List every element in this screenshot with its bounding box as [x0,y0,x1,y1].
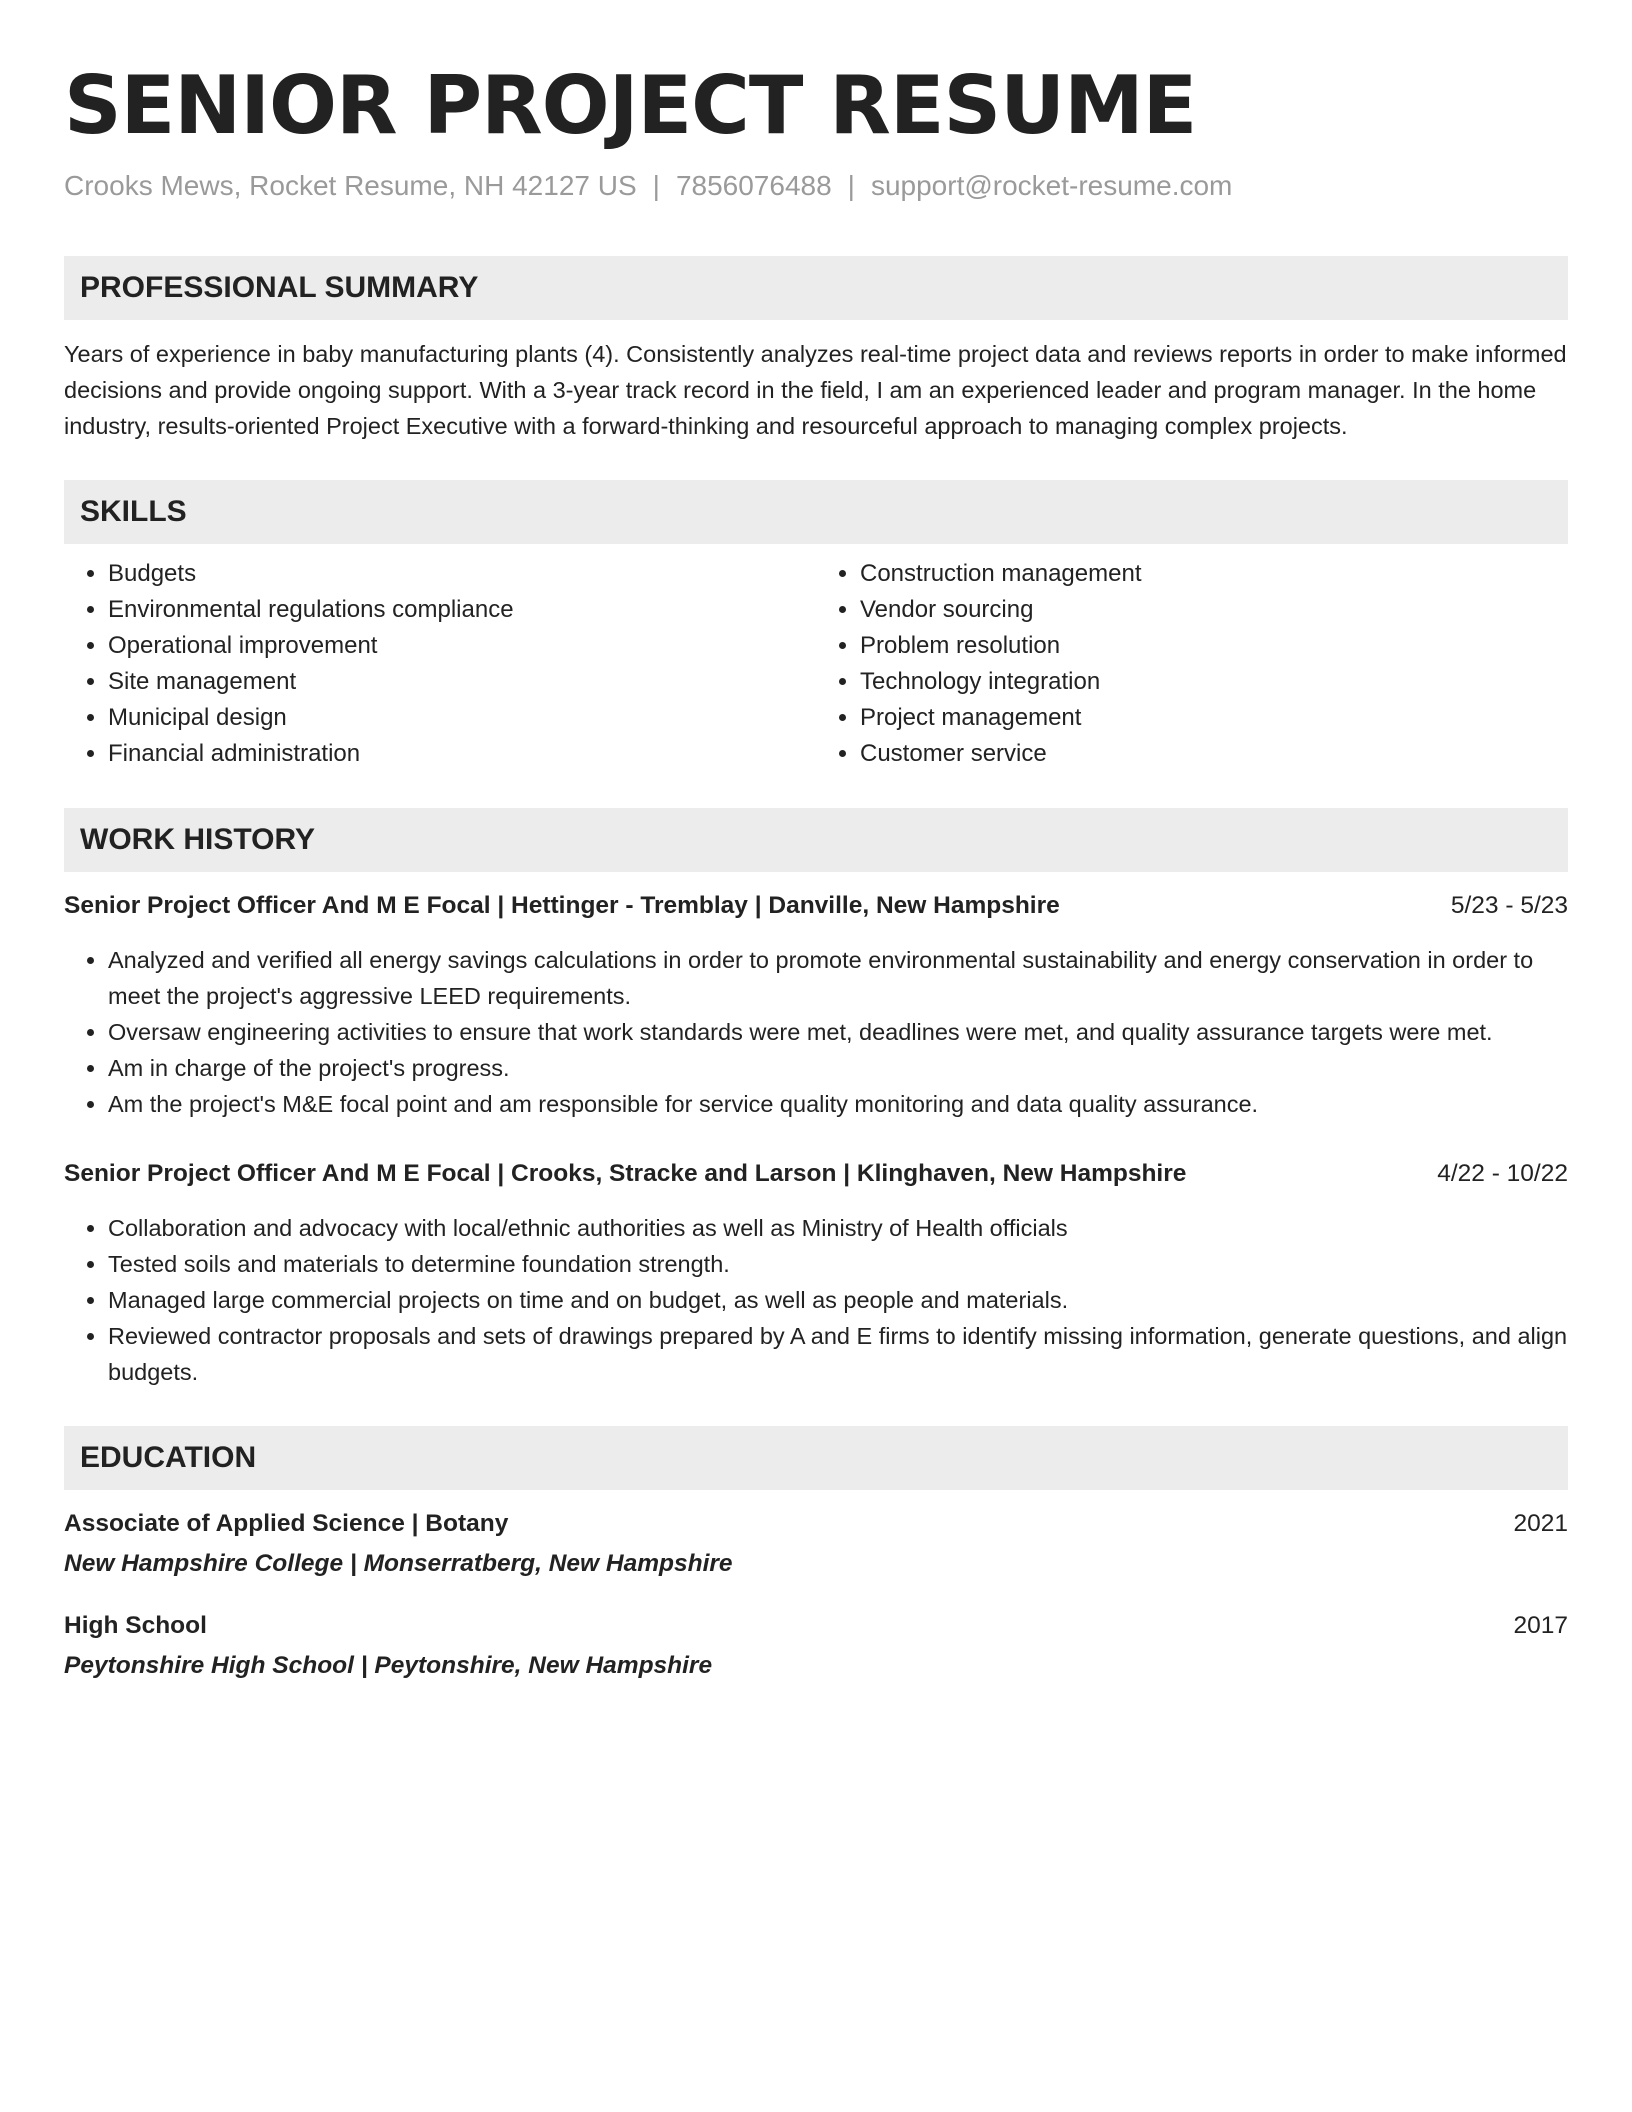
education-entry [64,1506,1568,1582]
education-header [64,1608,1568,1644]
job-title: Senior Project Officer And M E Focal | Hettinger - Tremblay | Danville, New Hampshire [64,892,1060,919]
education-degree: High School [64,1612,207,1639]
job-title: Senior Project Officer And M E Focal | Crooks, Stracke and Larson | Klinghaven, New Hampshire [64,1160,1187,1187]
job-header [64,1156,1568,1192]
skill-item: • Construction management [860,556,1568,592]
job-entry [64,888,1568,1122]
skill-item: • Operational improvement [108,628,816,664]
resume-title: SENIOR PROJECT RESUME [64,59,1197,152]
job-bullet: • Oversaw engineering activities to ensure that work standards were met, deadlines were met, and quality assurance targets were met. [108,1014,1568,1050]
education-year: 2017 [1513,1612,1568,1639]
skills-list [64,556,1568,772]
skill-item: • Customer service [860,736,1568,772]
job-bullet: • Am in charge of the project's progress. [108,1050,1568,1086]
education-school: Peytonshire High School | Peytonshire, New Hampshire [64,1652,713,1679]
skill-item: • Budgets [108,556,816,592]
job-bullet: • Reviewed contractor proposals and sets of drawings prepared by A and E firms to identify missing information, generate questions, and align budgets. [108,1318,1568,1390]
skill-item: • Site management [108,664,816,700]
job-bullets [64,942,1568,1122]
skills-column-right [816,556,1568,772]
job-bullet: • Managed large commercial projects on time and on budget, as well as people and materials. [108,1282,1568,1318]
education-entry [64,1608,1568,1684]
skills-heading: SKILLS [64,480,1568,544]
contact-phone: 7856076488 [675,170,832,201]
contact-separator: | [652,170,660,201]
skill-item: • Technology integration [860,664,1568,700]
contact-address: Crooks Mews, Rocket Resume, NH 42127 US [64,170,637,201]
job-bullet: • Collaboration and advocacy with local/ethnic authorities as well as Ministry of Health officials [108,1210,1568,1246]
summary-text: Years of experience in baby manufacturing plants (4). Consistently analyzes real-time project data and reviews reports in order to make informed decisions and provide ongoing support. With a 3-year track record in the field, I am an experienced leader and program manager. In the home industry, results-oriented Project Executive with a forward-thinking and resourceful approach to managing complex projects. [64,341,1567,439]
skill-item: • Financial administration [108,736,816,772]
education-heading: EDUCATION [64,1426,1568,1490]
education-school: New Hampshire College | Monserratberg, New Hampshire [64,1550,733,1577]
education-degree: Associate of Applied Science | Botany [64,1510,509,1537]
job-dates: 4/22 - 10/22 [1437,1160,1568,1187]
contact-line [64,168,1568,204]
skill-item: • Project management [860,700,1568,736]
education-year: 2021 [1513,1510,1568,1537]
job-bullet: • Analyzed and verified all energy savings calculations in order to promote environmental sustainability and energy conservation in order to meet the project's aggressive LEED requirements. [108,942,1568,1014]
education-header [64,1506,1568,1542]
job-entry [64,1156,1568,1390]
job-bullet: • Tested soils and materials to determine foundation strength. [108,1246,1568,1282]
skill-item: • Vendor sourcing [860,592,1568,628]
work-history-heading: WORK HISTORY [64,808,1568,872]
contact-email: support@rocket-resume.com [870,170,1233,201]
job-bullets [64,1210,1568,1390]
skills-column-left [64,556,816,772]
skill-item: • Environmental regulations compliance [108,592,816,628]
contact-separator: | [847,170,855,201]
skill-item: • Problem resolution [860,628,1568,664]
skill-item: • Municipal design [108,700,816,736]
summary-heading: PROFESSIONAL SUMMARY [64,256,1568,320]
job-header [64,888,1568,924]
job-bullet: • Am the project's M&E focal point and am responsible for service quality monitoring and data quality assurance. [108,1086,1568,1122]
job-dates: 5/23 - 5/23 [1450,892,1568,919]
